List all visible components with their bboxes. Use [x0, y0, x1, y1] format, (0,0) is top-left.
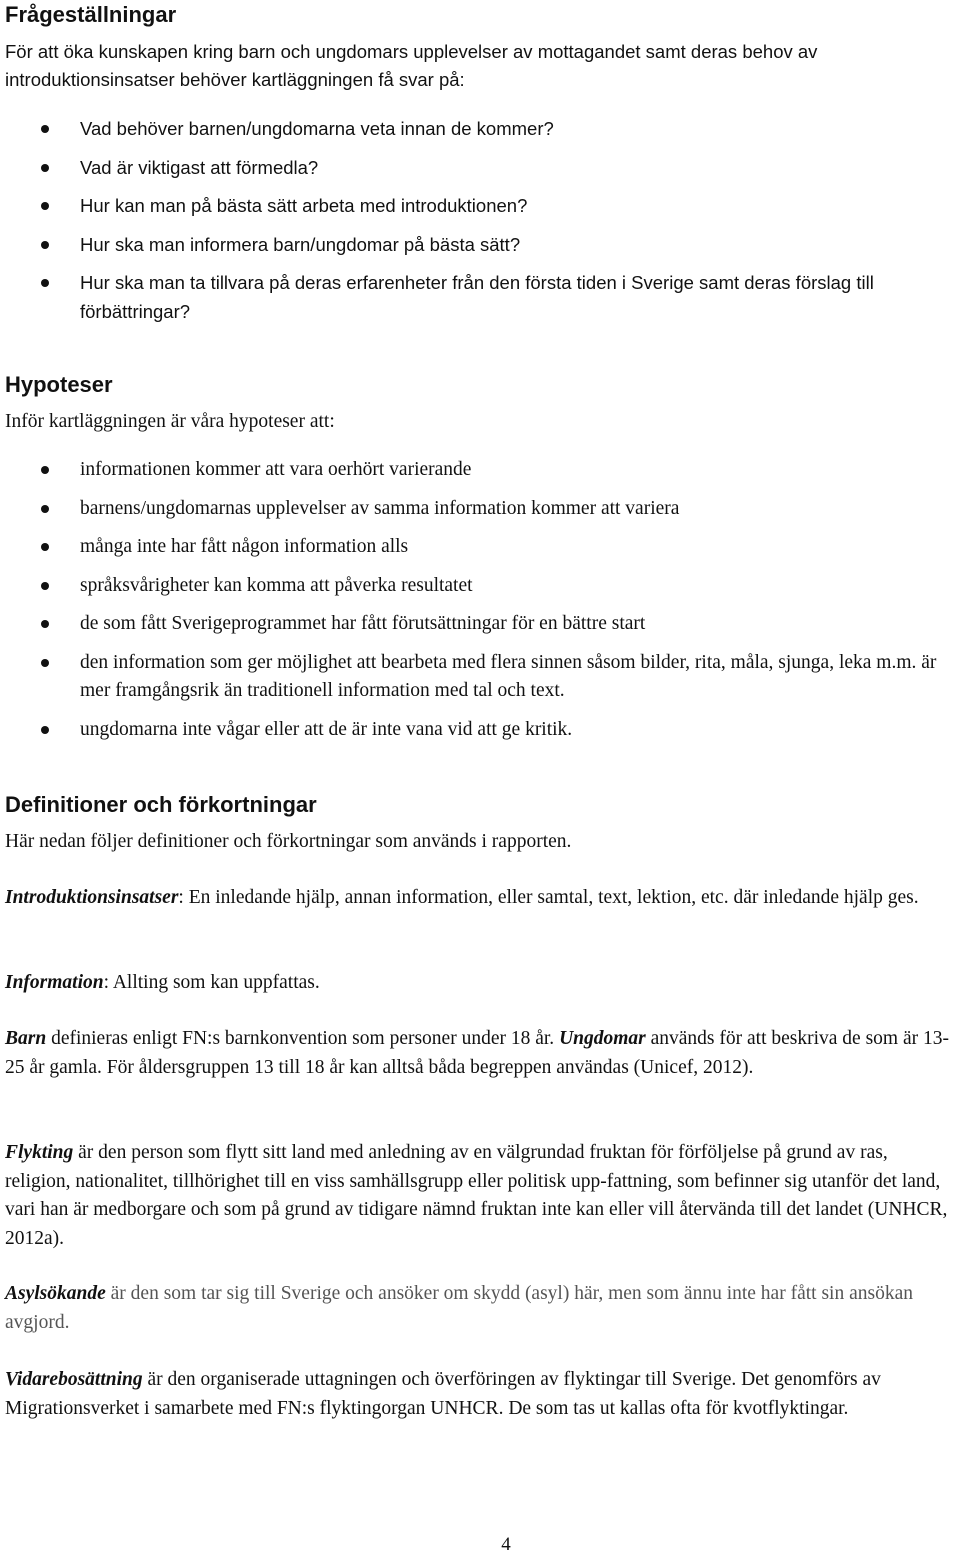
definition-information [5, 969, 957, 998]
bullet-icon [41, 466, 49, 474]
page-number: 4 [501, 1534, 511, 1555]
list-fragestallningar [0, 115, 958, 326]
list-item: Hur kan man på bästa sätt arbeta med introduktionen? [0, 192, 958, 221]
list-item: Hur ska man informera barn/ungdomar på bästa sätt? [0, 231, 958, 260]
bullet-icon [41, 620, 49, 628]
definition-text: är den person som flytt sitt land med anledning av en välgrundad fruktan för förföljelse på grund av ras, religion, nationalitet, tillhörighet till en viss samhällsgrupp eller politisk upp-fattning, som befinner sig utanför det land, vari han är medborgare och som på grund av tidigare nämnd fruktan inte kan eller vill återvända till det landet (UNHCR, 2012a). [5, 1142, 948, 1249]
term-label: Flykting [5, 1142, 74, 1163]
list-item: de som fått Sverigeprogrammet har fått förutsättningar för en bättre start [0, 610, 958, 639]
bullet-icon [41, 726, 49, 734]
definition-barn [5, 1025, 957, 1082]
heading-fragestallningar: Frågeställningar [5, 2, 177, 27]
list-item: barnens/ungdomarnas upplevelser av samma information kommer att variera [0, 495, 958, 524]
intro-hypoteser: Inför kartläggningen är våra hypoteser att: [5, 411, 335, 432]
intro-fragestallningar: För att öka kunskapen kring barn och ungdomars upplevelser av mottagandet samt deras behov av introduktionsinsatser behöver kartläggningen få svar på: [5, 41, 818, 90]
term-label: Asylsökande [5, 1283, 106, 1304]
definition-text: används för att beskriva de som är 13-25 år gamla. För åldersgruppen 13 till 18 år kan alltså båda begreppen användas (Unicef, 2012). [5, 1028, 949, 1078]
definition-text: är den som tar sig till Sverige och ansöker om skydd (asyl) här, men som ännu inte har fått sin ansökan avgjord. [5, 1283, 913, 1333]
term-label: Introduktionsinsatser [5, 887, 179, 908]
definition-text: definieras enligt FN:s barnkonvention som personer under 18 år. [46, 1028, 560, 1049]
term-label: Information [5, 972, 104, 993]
list-item: språksvårigheter kan komma att påverka resultatet [0, 572, 958, 601]
bullet-icon [41, 279, 49, 287]
bullet-icon [41, 582, 49, 590]
term-label: Vidarebosättning [5, 1369, 143, 1390]
list-item: många inte har fått någon information alls [0, 533, 958, 562]
definition-text: är den organiserade uttagningen och överföringen av flyktingar till Sverige. Det genomförs av Migrationsverket i samarbete med FN:s flyktingorgan UNHCR. De som tas ut kallas ofta för kvotflyktingar. [5, 1369, 881, 1419]
definition-vidarebosattning [5, 1366, 957, 1423]
list-item: Hur ska man ta tillvara på deras erfarenheter från den första tiden i Sverige samt deras förslag till förbättringar? [0, 269, 958, 326]
list-item: informationen kommer att vara oerhört varierande [0, 456, 958, 485]
bullet-icon [41, 505, 49, 513]
list-item: Vad är viktigast att förmedla? [0, 154, 958, 183]
bullet-icon [41, 543, 49, 551]
intro-definitioner: Här nedan följer definitioner och förkortningar som används i rapporten. [5, 831, 572, 852]
bullet-icon [41, 241, 49, 249]
list-item: ungdomarna inte vågar eller att de är inte vana vid att ge kritik. [0, 716, 958, 745]
heading-definitioner: Definitioner och förkortningar [5, 792, 317, 817]
bullet-icon [41, 125, 49, 133]
definition-text: : En inledande hjälp, annan information, eller samtal, text, lektion, etc. där inledande hjälp ges. [178, 887, 919, 908]
definition-introduktionsinsatser [5, 884, 957, 913]
term-label: Barn [5, 1028, 47, 1049]
definition-flykting [5, 1139, 957, 1253]
list-hypoteser [0, 456, 958, 744]
list-item: Vad behöver barnen/ungdomarna veta innan de kommer? [0, 115, 958, 144]
term-label: Ungdomar [559, 1028, 646, 1049]
list-item: den information som ger möjlighet att bearbeta med flera sinnen såsom bilder, rita, måla, sjunga, leka m.m. är mer framgångsrik än traditionell information med tal och text. [0, 649, 958, 706]
bullet-icon [41, 202, 49, 210]
bullet-icon [41, 164, 49, 172]
heading-hypoteser: Hypoteser [5, 372, 113, 397]
definition-text: : Allting som kan uppfattas. [103, 972, 320, 993]
definition-asylsokande [5, 1280, 957, 1337]
bullet-icon [41, 659, 49, 667]
